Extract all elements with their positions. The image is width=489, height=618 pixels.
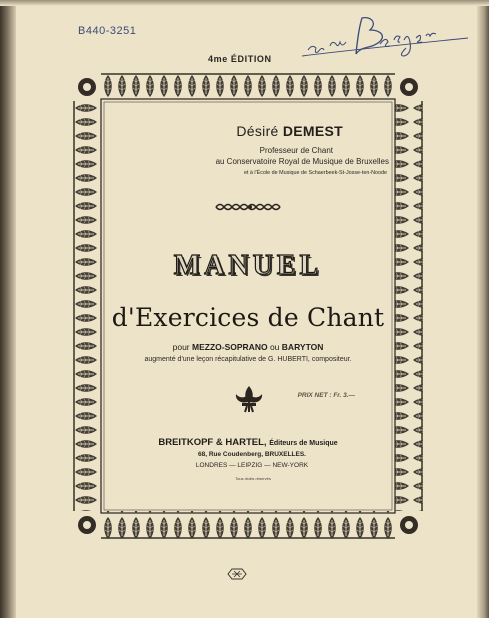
flourish-ornament (214, 201, 286, 213)
library-stamp-icon (226, 567, 248, 581)
publisher-line: BREITKOPF & HARTEL, Éditeurs de Musique (158, 437, 338, 448)
fleur-de-lis-emblem (233, 384, 265, 414)
title-subtitle: d'Exercices de Chant (111, 303, 385, 332)
top-edge-shadow (0, 0, 489, 6)
call-number: B440-3251 (78, 25, 137, 37)
edition-label: 4me ÉDITION (208, 54, 272, 64)
voice-line: pour MEZZO-SOPRANO ou BARYTON (172, 342, 324, 352)
title-main: MANUEL (173, 250, 323, 281)
page-edge-shadow (477, 0, 489, 618)
augmented-line: augmenté d'une leçon récapitulative de G. HUBERTI, compositeur. (144, 356, 352, 363)
price-label: PRIX NET : Fr. 3.— (297, 392, 355, 399)
handwritten-signature (300, 12, 470, 62)
publisher-cities: LONDRES — LEIPZIG — NEW-YORK (195, 462, 309, 469)
professor-title: Professeur de Chant (259, 146, 333, 155)
rights-notice: Tous droits réservés (235, 476, 271, 481)
author-name: Désiré DEMEST (236, 123, 343, 139)
book-spine-shadow (0, 0, 16, 618)
school-line: et à l'École de Musique de Schaerbeek-St-Josse-ten-Noode (243, 170, 387, 176)
publisher-address: 68, Rue Coudenberg, BRUXELLES. (198, 451, 306, 458)
conservatoire-line: au Conservatoire Royal de Musique de Bruxelles (215, 157, 389, 166)
